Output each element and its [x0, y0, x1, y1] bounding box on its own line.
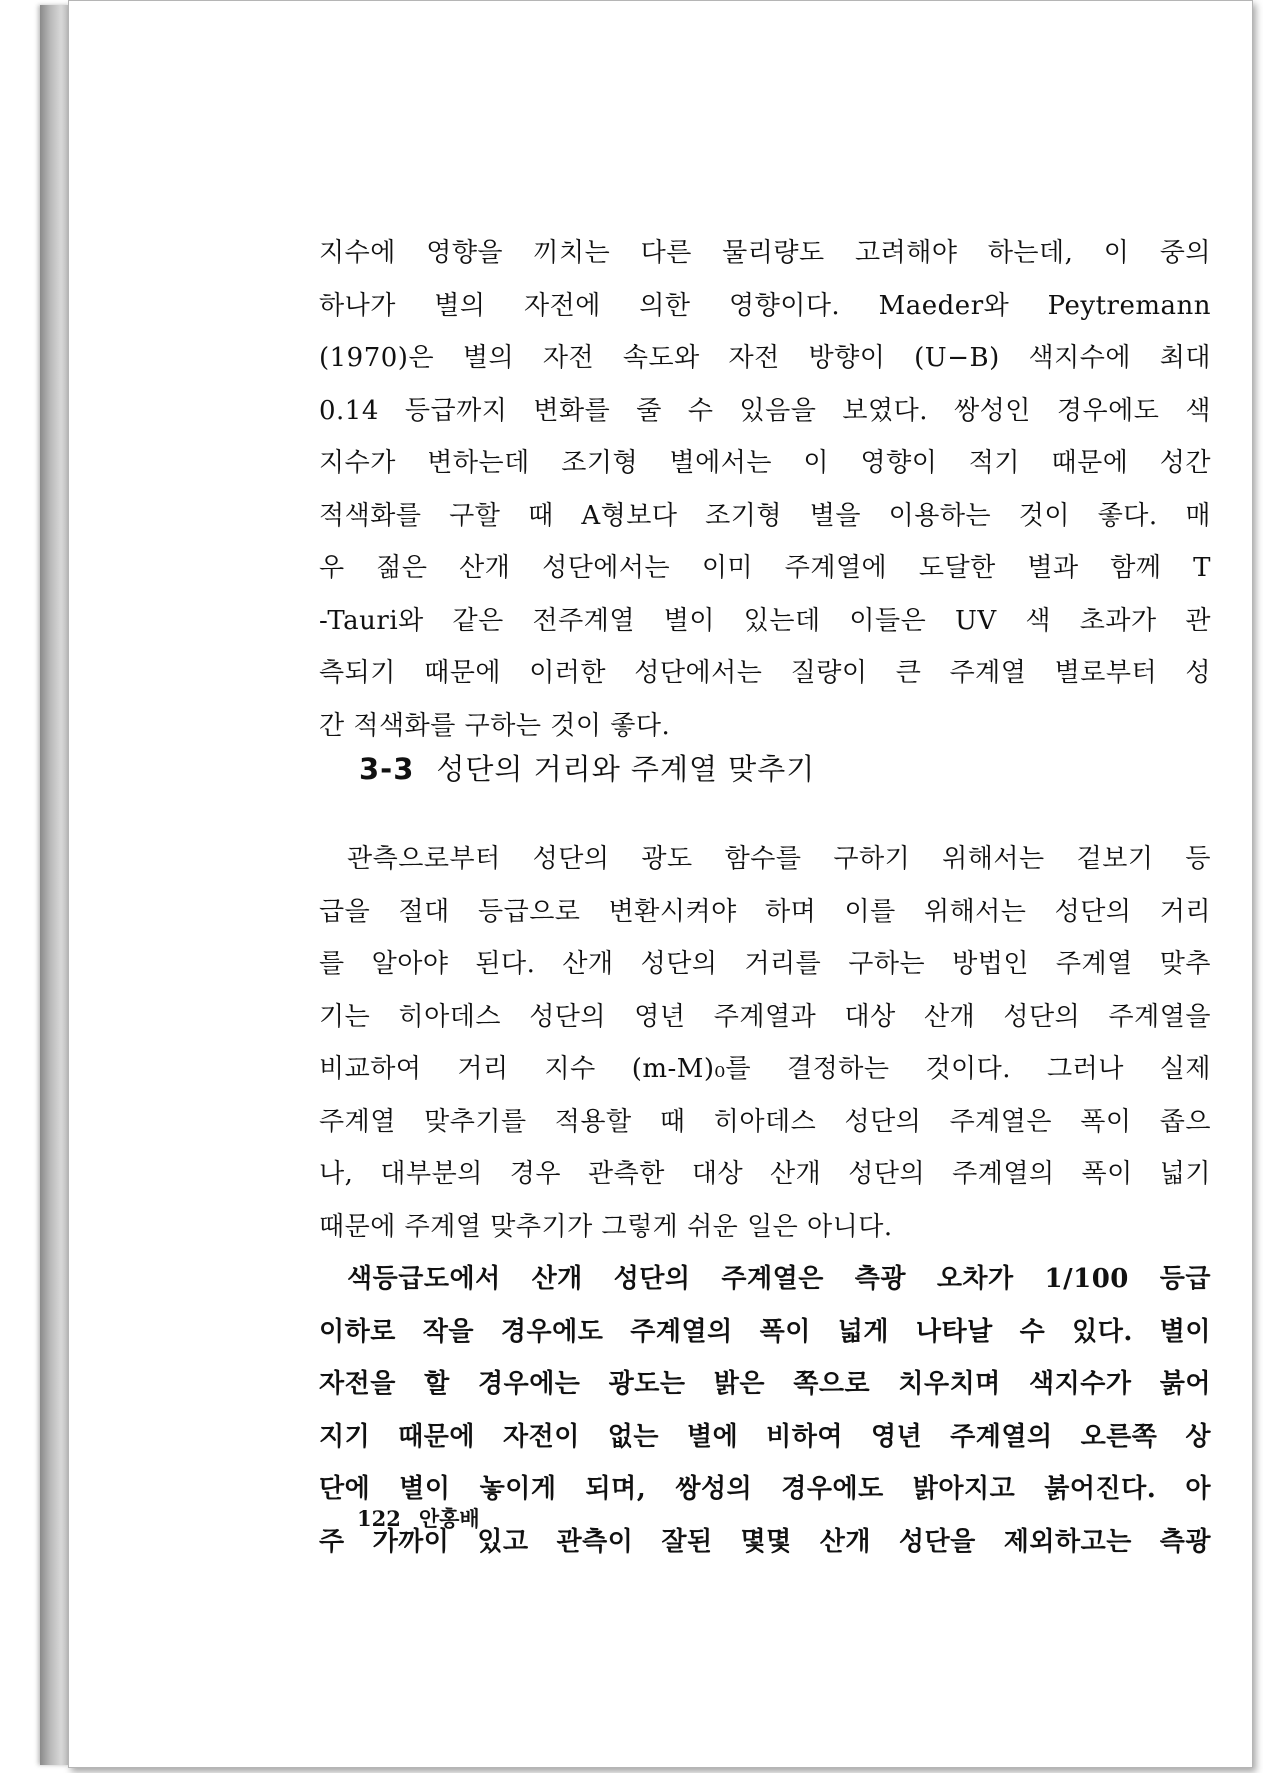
text-line: 측되기 때문에 이러한 성단에서는 질량이 큰 주계열 별로부터 성 — [319, 658, 1211, 688]
section-title: 성단의 거리와 주계열 맞추기 — [436, 752, 816, 786]
text-line: 주 가까이 있고 관측이 잘된 몇몇 산개 성단을 제외하고는 측광 — [319, 1526, 1211, 1557]
text-line: 이하로 작을 경우에도 주계열의 폭이 넓게 나타날 수 있다. 별이 — [319, 1316, 1211, 1347]
text-line: 색등급도에서 산개 성단의 주계열은 측광 오차가 1/100 등급 — [347, 1264, 1211, 1294]
text-line: -Tauri와 같은 전주계열 별이 있는데 이들은 UV 색 초과가 관 — [319, 605, 1211, 636]
text-line: 급을 절대 등급으로 변환시켜야 하며 이를 위해서는 성단의 거리 — [319, 896, 1211, 927]
page-footer — [357, 1503, 480, 1533]
text-line: 0.14 등급까지 변화를 줄 수 있음을 보였다. 쌍성인 경우에도 색 — [319, 395, 1211, 426]
text-line: 지기 때문에 자전이 없는 별에 비하여 영년 주계열의 오른쪽 상 — [319, 1421, 1211, 1452]
text-line: (1970)은 별의 자전 속도와 자전 방향이 (U−B) 색지수에 최대 — [319, 343, 1211, 373]
section-number: 3-3 — [359, 752, 415, 786]
text-line: 우 젊은 산개 성단에서는 이미 주계열에 도달한 별과 함께 T — [319, 553, 1211, 583]
text-line: 단에 별이 놓이게 되며, 쌍성의 경우에도 밝아지고 붉어진다. 아 — [319, 1474, 1211, 1504]
text-line: 때문에 주계열 맞추기가 그렇게 쉬운 일은 아니다. — [319, 1211, 893, 1242]
text-line: 적색화를 구할 때 A형보다 조기형 별을 이용하는 것이 좋다. 매 — [319, 500, 1211, 531]
text-line: 자전을 할 경우에는 광도는 밝은 쪽으로 치우치며 색지수가 붉어 — [319, 1369, 1211, 1399]
text-line: 기는 히아데스 성단의 영년 주계열과 대상 산개 성단의 주계열을 — [319, 1001, 1211, 1032]
section-heading — [359, 747, 815, 788]
page-number: 122 — [357, 1506, 401, 1531]
author-name: 안홍배 — [418, 1506, 480, 1531]
text-line: 간 적색화를 구하는 것이 좋다. — [319, 710, 671, 741]
book-page — [68, 0, 1253, 1768]
paragraph-2 — [319, 833, 1211, 1253]
paragraph-1 — [319, 227, 1211, 752]
text-line: 지수가 변하는데 조기형 별에서는 이 영향이 적기 때문에 성간 — [319, 448, 1211, 478]
text-line: 지수에 영향을 끼치는 다른 물리량도 고려해야 하는데, 이 중의 — [319, 238, 1211, 268]
text-line: 주계열 맞추기를 적용할 때 히아데스 성단의 주계열은 폭이 좁으 — [319, 1106, 1211, 1137]
text-line: 관측으로부터 성단의 광도 함수를 구하기 위해서는 겉보기 등 — [347, 844, 1211, 874]
text-line: 하나가 별의 자전에 의한 영향이다. Maeder와 Peytremann — [319, 290, 1211, 321]
text-line: 비교하여 거리 지수 (m-M)₀를 결정하는 것이다. 그러나 실제 — [319, 1054, 1211, 1084]
text-line: 나, 대부분의 경우 관측한 대상 산개 성단의 주계열의 폭이 넓기 — [319, 1159, 1211, 1189]
text-line: 를 알아야 된다. 산개 성단의 거리를 구하는 방법인 주계열 맞추 — [319, 949, 1211, 979]
book-spine — [40, 5, 70, 1765]
